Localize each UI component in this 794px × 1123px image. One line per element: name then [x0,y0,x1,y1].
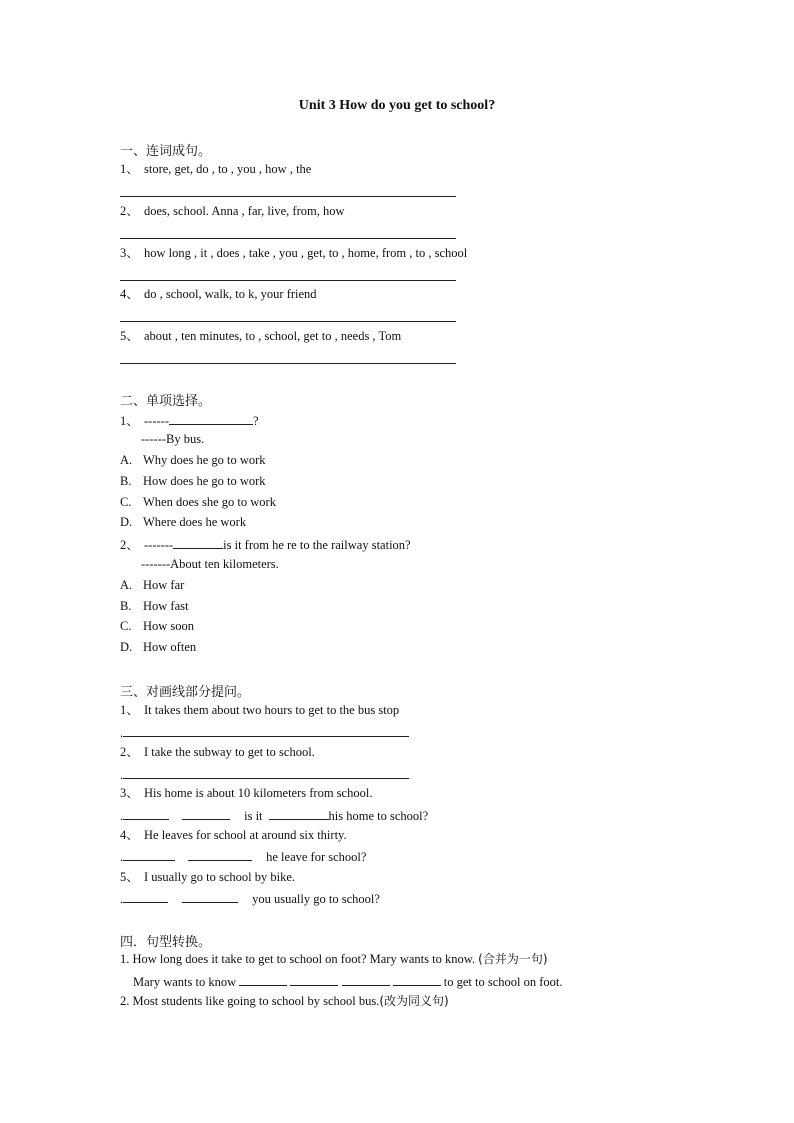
blank [239,973,287,986]
blank [123,807,169,820]
list-item: 4、 do , school, walk, to k, your friend [120,287,317,301]
blank [123,890,168,903]
blank [173,536,223,549]
question-answer: ------By bus. [141,432,205,446]
question-answer: -------About ten kilometers. [141,557,279,571]
answer-row: . you usually go to school? [120,892,380,906]
list-item: 1、 It takes them about two hours to get to the bus stop [120,703,400,717]
answer-row: . is it his home to school? [120,809,429,823]
transform-question-1: 1. How long does it take to get to school on foot? Mary wants to know. (合并为一句) [120,952,548,966]
list-item: 4、 He leaves for school at around six thirty. [120,828,347,842]
blank [342,973,390,986]
question-1: 1、 ------ ? [120,414,259,428]
list-item: 3、 how long , it , does , take , you , get, to , home, from , to , school [120,246,468,260]
blank [169,412,253,425]
list-item: 5、 about , ten minutes, to , school, get to , needs , Tom [120,329,402,343]
blank [182,807,230,820]
transform-answer-1: Mary wants to know to get to school on foot. [133,975,563,989]
option: D. Where does he work [120,515,247,529]
answer-line [120,363,456,364]
section-2-heading: 二、单项选择。 [120,394,212,409]
list-item: 5、 I usually go to school by bike. [120,870,296,884]
section-1-heading: 一、连词成句。 [120,144,212,159]
transform-question-2: 2. Most students like going to school by school bus.(改为同义句) [120,994,449,1008]
answer-row: . [120,766,409,783]
blank [123,848,175,861]
list-item: 3、 His home is about 10 kilometers from school. [120,786,373,800]
blank [393,973,441,986]
section-4-heading: 四．句型转换。 [120,935,212,950]
blank [290,973,338,986]
blank [269,807,329,820]
blank [182,890,238,903]
option: C. How soon [120,619,195,633]
answer-row: . [120,724,409,741]
option: D. How often [120,640,197,654]
option: A. Why does he go to work [120,453,266,467]
page-title: Unit 3 How do you get to school? [298,98,496,113]
list-item: 2、 does, school. Anna , far, live, from, how [120,204,345,218]
answer-line [120,196,456,197]
answer-line [120,238,456,239]
option: B. How does he go to work [120,474,266,488]
option: A. How far [120,578,185,592]
option: C. When does she go to work [120,495,276,509]
list-item: 2、 I take the subway to get to school. [120,745,315,759]
section-3-heading: 三、对画线部分提问。 [120,685,251,700]
answer-line [120,321,456,322]
list-item: 1、 store, get, do , to , you , how , the [120,162,312,176]
option: B. How fast [120,599,189,613]
question-2: 2、 ------- is it from he re to the railway station? [120,538,411,552]
answer-line [120,280,456,281]
blank [188,848,252,861]
blank [123,766,409,779]
answer-row: . he leave for school? [120,850,367,864]
blank [123,724,409,737]
